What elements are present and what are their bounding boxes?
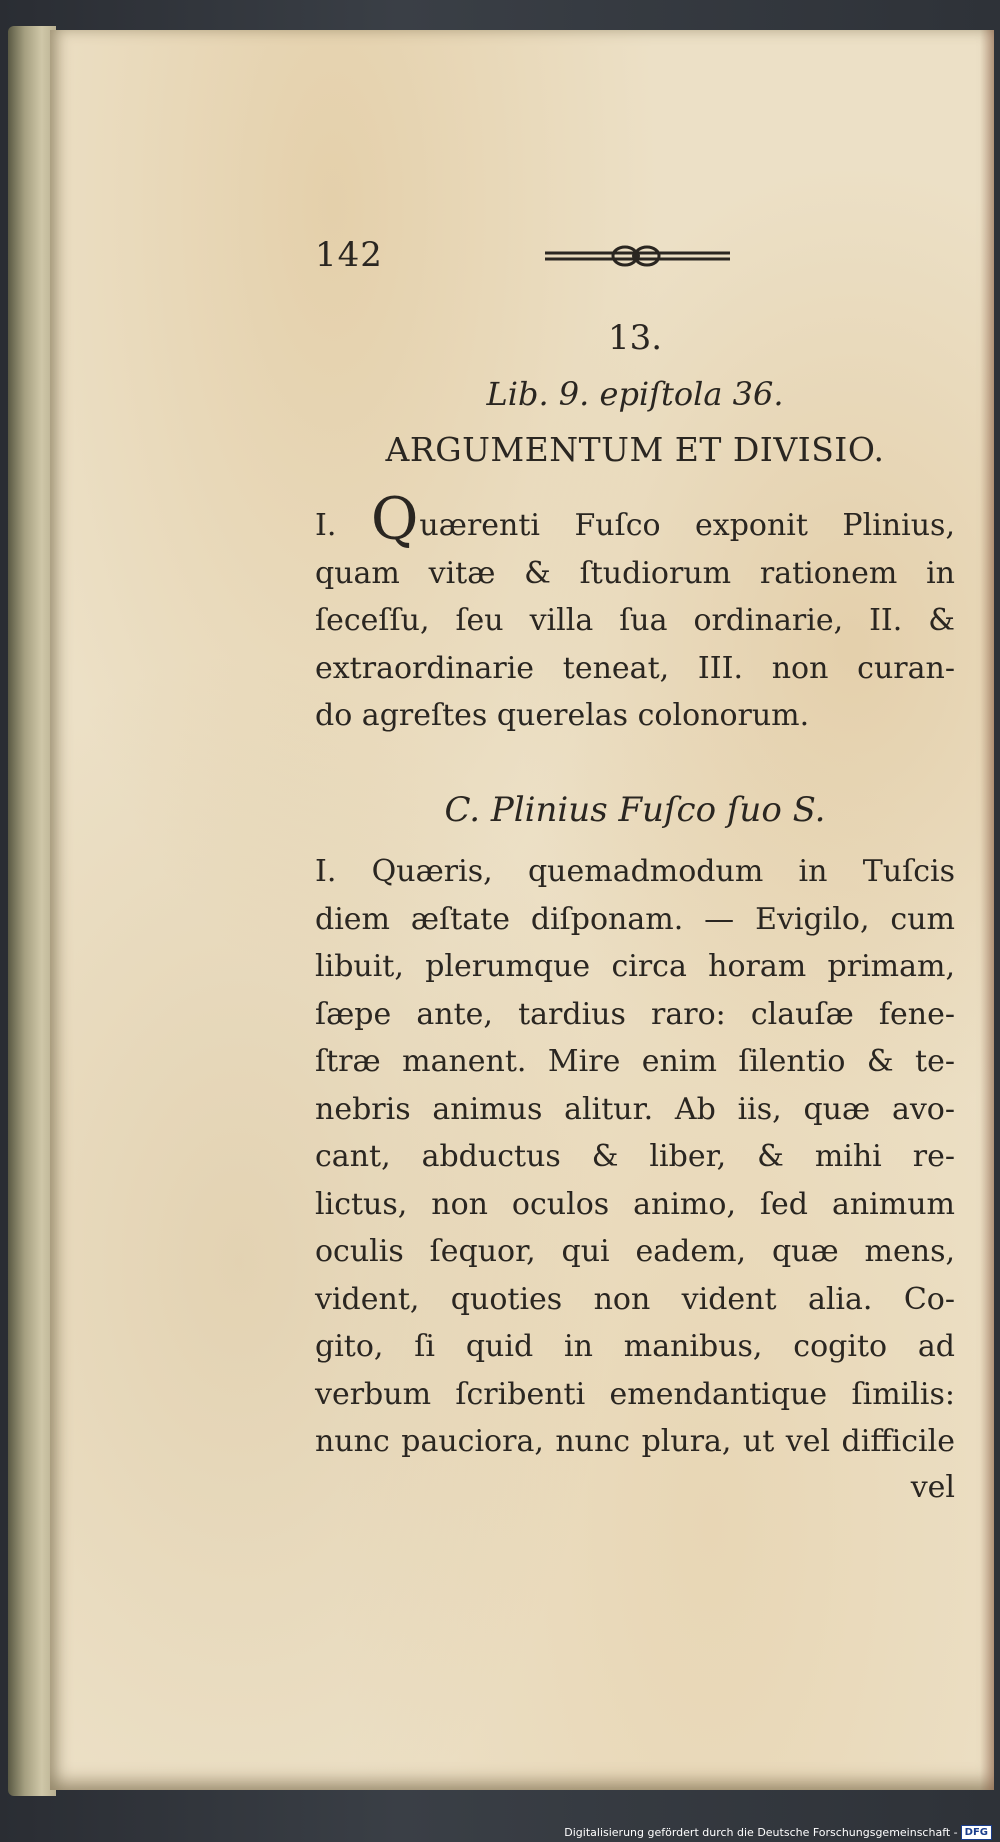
letter-salutation: C. Plinius Fuſco ſuo S. (444, 790, 826, 830)
argument-line-5: do agreſtes querelas colonorum. (315, 698, 810, 733)
body-line: lictus, non oculos animo, ſed animum (315, 1186, 955, 1222)
credit-text: Digitalisierung gefördert durch die Deutsche Forschungsgemeinschaft - (564, 1826, 958, 1839)
digitization-credit (564, 1825, 992, 1840)
argument-line-1 (315, 485, 955, 553)
body-line: nunc pauciora, nunc plura, ut vel difficile (315, 1424, 955, 1459)
argument-heading: ARGUMENTUM ET DIVISIO. (385, 430, 885, 469)
page-edge-shadow (980, 30, 994, 1790)
section-number: 13. (607, 318, 663, 358)
argument-line-1-text: uærenti Fuſco exponit Plinius, (419, 508, 955, 543)
argument-line-2: quam vitæ & ſtudiorum rationem in (315, 555, 955, 591)
catchword: vel (910, 1470, 955, 1505)
argument-section-marker: I. (315, 508, 371, 543)
ornament-rule-icon (545, 242, 730, 270)
book-reference: Lib. 9. epiſtola 36. (486, 375, 784, 413)
argument-line-3: ſeceſſu, ſeu villa ſua ordinarie, II. & (315, 603, 955, 638)
argument-line-4: extraordinarie teneat, III. non curan- (315, 650, 955, 686)
body-line: I. Quæris, quemadmodum in Tuſcis (315, 854, 955, 889)
body-line: nebris animus alitur. Ab iis, quæ avo- (315, 1091, 955, 1127)
book-spine-edge (8, 26, 56, 1796)
body-line: vident, quoties non vident alia. Co- (315, 1281, 955, 1317)
page-content (315, 30, 955, 1790)
letter-body (315, 848, 955, 1466)
drop-cap: Q (370, 485, 419, 553)
dfg-logo-icon: DFG (961, 1825, 992, 1840)
body-line: oculis ſequor, qui eadem, quæ mens, (315, 1234, 955, 1269)
body-line: cant, abductus & liber, & mihi re- (315, 1139, 955, 1174)
body-line: gito, ſi quid in manibus, cogito ad (315, 1329, 955, 1364)
body-line: diem æſtate diſponam. — Evigilo, cum (315, 901, 955, 937)
argument-summary (315, 485, 955, 740)
body-line: verbum ſcribenti emendantique ſimilis: (315, 1376, 955, 1412)
body-line: libuit, plerumque circa horam primam, (315, 949, 955, 984)
body-line: ſæpe ante, tardius raro: clauſæ fene- (315, 996, 955, 1032)
book-page (50, 30, 994, 1790)
body-line: ſtræ manent. Mire enim ſilentio & te- (315, 1044, 955, 1079)
page-number: 142 (315, 235, 383, 275)
